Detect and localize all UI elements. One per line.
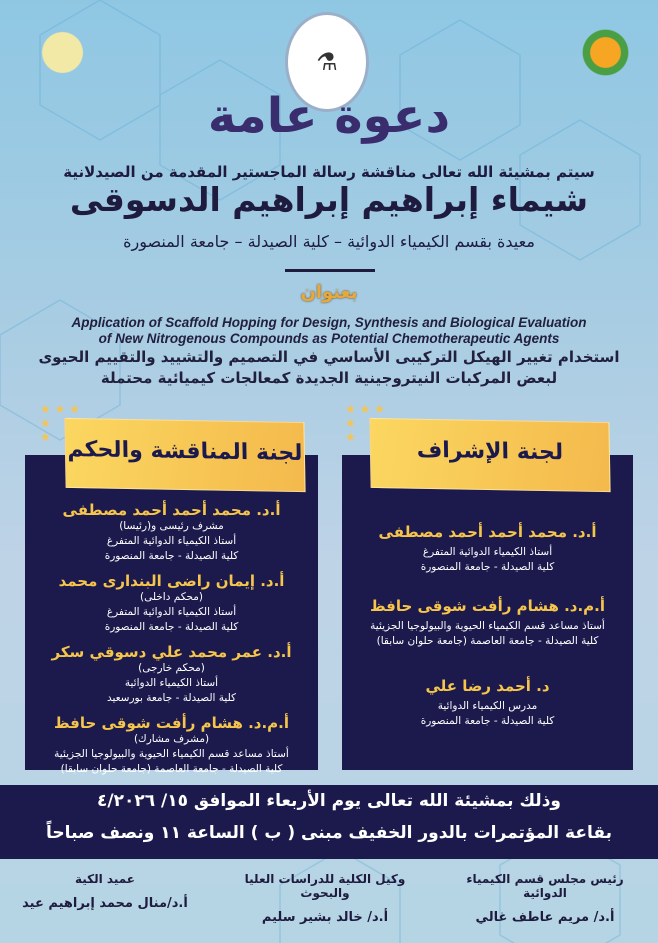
candidate-affiliation: معيدة بقسم الكيمياء الدوائية – كلية الصيدلة – جامعة المنصورة [123, 232, 535, 251]
thesis-title-ar-2: لبعض المركبات النيتروجينية الجديدة كمعالجات كيميائية محتملة [100, 369, 558, 387]
signature-vice-dean [225, 872, 425, 925]
signature-name: أ.د/ خالد بشير سليم [261, 910, 389, 925]
member-name: أ.د. محمد أحمد أحمد مصطفى [62, 501, 281, 519]
member-line: (محكم داخلى) [139, 591, 204, 603]
examination-committee-panel [25, 455, 318, 775]
member-line: كلية الصيدلة - جامعة المنصورة [104, 621, 239, 633]
supervision-committee-heading: لجنة الإشراف [416, 437, 564, 466]
venue-line: بقاعة المؤتمرات بالدور الخفيف مبنى ( ب ) الساعة ١١ ونصف صباحاً [46, 823, 612, 843]
member-line: مدرس الكيمياء الدوائية [437, 700, 538, 712]
member [25, 643, 318, 706]
member [342, 597, 633, 649]
supervision-committee-panel [342, 455, 633, 770]
stars-icon: ★ ★ ★ ★ ★ [345, 402, 385, 444]
member-line: كلية الصيدلة - جامعة بورسعيد [106, 692, 237, 704]
member [25, 572, 318, 635]
department-logo: ⚗ [285, 12, 369, 112]
date-venue-bar [0, 785, 658, 859]
member-line: مشرف رئيسى و(رئيسا) [119, 520, 224, 532]
signature-dean [5, 872, 205, 911]
member-line: كلية الصيدلة - جامعة المنصورة [104, 550, 239, 562]
thesis-title-en-1: Application of Scaffold Hopping for Design, Synthesis and Biological Evaluation [71, 315, 587, 330]
signature-role: وكيل الكلية للدراسات العليا والبحوث [244, 872, 406, 900]
member-line: (محكم خارجى) [138, 662, 205, 674]
member [342, 523, 633, 575]
member-line: (مشرف مشارك) [133, 733, 210, 745]
member-name: أ.د. عمر محمد علي دسوقي سكر [51, 643, 292, 661]
signature-name: أ.د/ مريم عاطف غالي [475, 910, 615, 925]
member-line: أستاذ الكيمياء الدوائية المتفرغ [106, 535, 237, 547]
titled-label: بعنوان [300, 282, 358, 303]
supervision-committee-banner [369, 418, 610, 492]
university-iso-logo [25, 10, 100, 95]
signature-role: رئيس مجلس قسم الكيمياء الدوائية [466, 872, 624, 900]
stars-icon: ★ ★ ★ ★ ★ [40, 402, 80, 444]
mansoura-university-logo [573, 15, 638, 90]
member [342, 677, 633, 729]
thesis-title-en-2: of New Nitrogenous Compounds as Potential Chemotherapeutic Agents [98, 331, 560, 346]
signature-name: أ.د/منال محمد إبراهيم عيد [22, 896, 188, 911]
member-name: أ.د. محمد أحمد أحمد مصطفى [378, 523, 597, 541]
member [25, 714, 318, 777]
member-line: كلية الصيدلة - جامعة العاصمة (جامعة حلوان سابقا) [60, 763, 283, 775]
ornament-divider [285, 260, 375, 272]
member-name: د. أحمد رضا علي [425, 677, 550, 695]
member-name: أ.م.د. هشام رأفت شوقى حافظ [53, 714, 290, 732]
member-line: أستاذ الكيمياء الدوائية [124, 677, 219, 689]
date-line: وذلك بمشيئة الله تعالى يوم الأربعاء الموافق ١٥/ ٤/٢٠٢٦ [97, 791, 561, 811]
member-line: أستاذ الكيمياء الدوائية المتفرغ [106, 606, 237, 618]
candidate-name: شيماء إبراهيم إبراهيم الدسوقى [69, 180, 589, 219]
member-line: أستاذ مساعد قسم الكيمياء الحيوية والبيولوجيا الجزيئية [370, 620, 605, 632]
intro-text: سيتم بمشيئة الله تعالى مناقشة رسالة الماجستير المقدمة من الصيدلانية [63, 163, 595, 181]
thesis-title-ar-1: استخدام تغيير الهيكل التركيبى الأساسي في التصميم والتشييد والتقييم الحيوى [38, 348, 620, 366]
member-line: كلية الصيدلة - جامعة المنصورة [420, 561, 555, 573]
member-line: أستاذ مساعد قسم الكيمياء الحيوية والبيولوجيا الجزيئية [54, 748, 289, 760]
examination-committee-heading: لجنة المناقشة والحكم [67, 436, 303, 467]
member [25, 501, 318, 564]
examination-committee-banner [64, 418, 305, 492]
signature-role: عميد الكية [74, 872, 136, 886]
signature-department-head [445, 872, 645, 925]
member-name: أ.د. إيمان راضى البندارى محمد [58, 572, 285, 590]
page-title: دعوة عامة [207, 88, 451, 144]
member-name: أ.م.د. هشام رأفت شوقى حافظ [369, 597, 606, 615]
member-line: كلية الصيدلة - جامعة العاصمة (جامعة حلوان سابقا) [376, 635, 599, 647]
member-line: أستاذ الكيمياء الدوائية المتفرغ [422, 546, 553, 558]
member-line: كلية الصيدلة - جامعة المنصورة [420, 715, 555, 727]
